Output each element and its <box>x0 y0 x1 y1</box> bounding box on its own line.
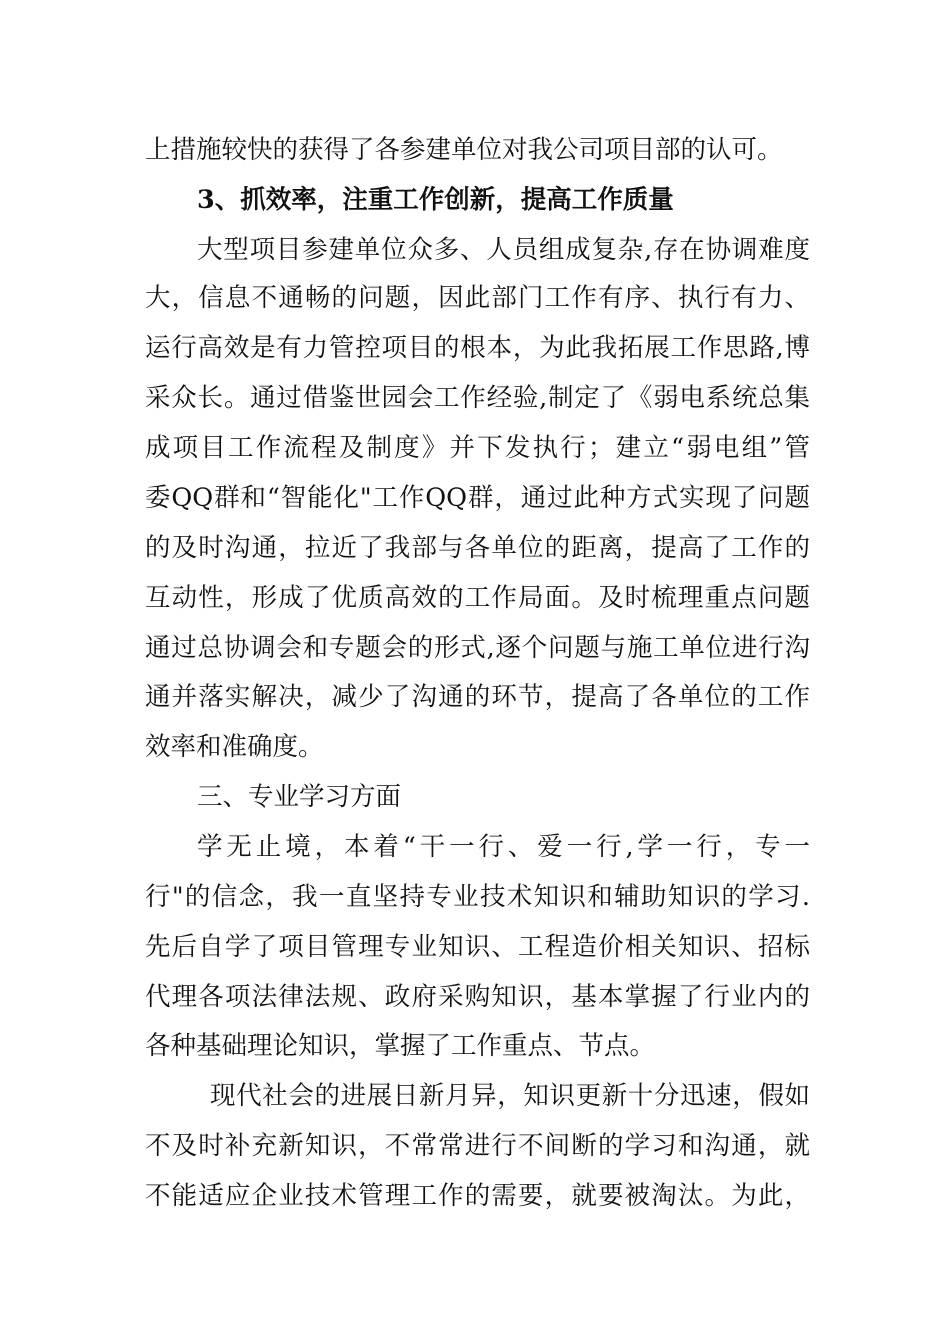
text-line: 大型项目参建单位众多、人员组成复杂,存在协调难度 <box>197 235 810 265</box>
section-heading: 三、专业学习方面 <box>197 782 402 812</box>
text-line: 运行高效是有力管控项目的根本，为此我拓展工作思路,博 <box>145 333 810 363</box>
text-line: 各种基础理论知识，掌握了工作重点、节点。 <box>145 1031 656 1061</box>
text-line: 上措施较快的获得了各参建单位对我公司项目部的认可。 <box>145 135 783 165</box>
text-line: 效率和准确度。 <box>145 732 324 762</box>
text-line: 学无止境，本着“干一行、爱一行,学一行，专一 <box>197 832 810 862</box>
text-line: 先后自学了项目管理专业知识、工程造价相关知识、招标 <box>145 932 810 962</box>
text-line: 的及时沟通，拉近了我部与各单位的距离，提高了工作的 <box>145 533 810 563</box>
text-line: 不能适应企业技术管理工作的需要，就要被淘汰。为此， <box>145 1181 810 1211</box>
text-line: 不及时补充新知识，不常常进行不间断的学习和沟通，就 <box>145 1131 810 1161</box>
text-line: 委QQ群和“智能化"工作QQ群，通过此种方式实现了问题 <box>145 483 810 513</box>
section-heading: 3、抓效率，注重工作创新，提高工作质量 <box>197 185 674 215</box>
text-line: 互动性，形成了优质高效的工作局面。及时梳理重点问题 <box>145 583 810 613</box>
text-line: 行"的信念，我一直坚持专业技术知识和辅助知识的学习. <box>145 882 810 912</box>
text-line: 通过总协调会和专题会的形式,逐个问题与施工单位进行沟 <box>145 633 810 663</box>
text-line: 大，信息不通畅的问题，因此部门工作有序、执行有力、 <box>145 283 810 313</box>
text-line: 代理各项法律法规、政府采购知识，基本掌握了行业内的 <box>145 982 810 1012</box>
text-line: 采众长。通过借鉴世园会工作经验,制定了《弱电系统总集 <box>145 383 810 413</box>
text-line: 通并落实解决，减少了沟通的环节，提高了各单位的工作 <box>145 682 810 712</box>
text-line: 成项目工作流程及制度》并下发执行；建立“弱电组”管 <box>145 433 810 463</box>
text-line: 现代社会的进展日新月异，知识更新十分迅速，假如 <box>210 1081 810 1111</box>
